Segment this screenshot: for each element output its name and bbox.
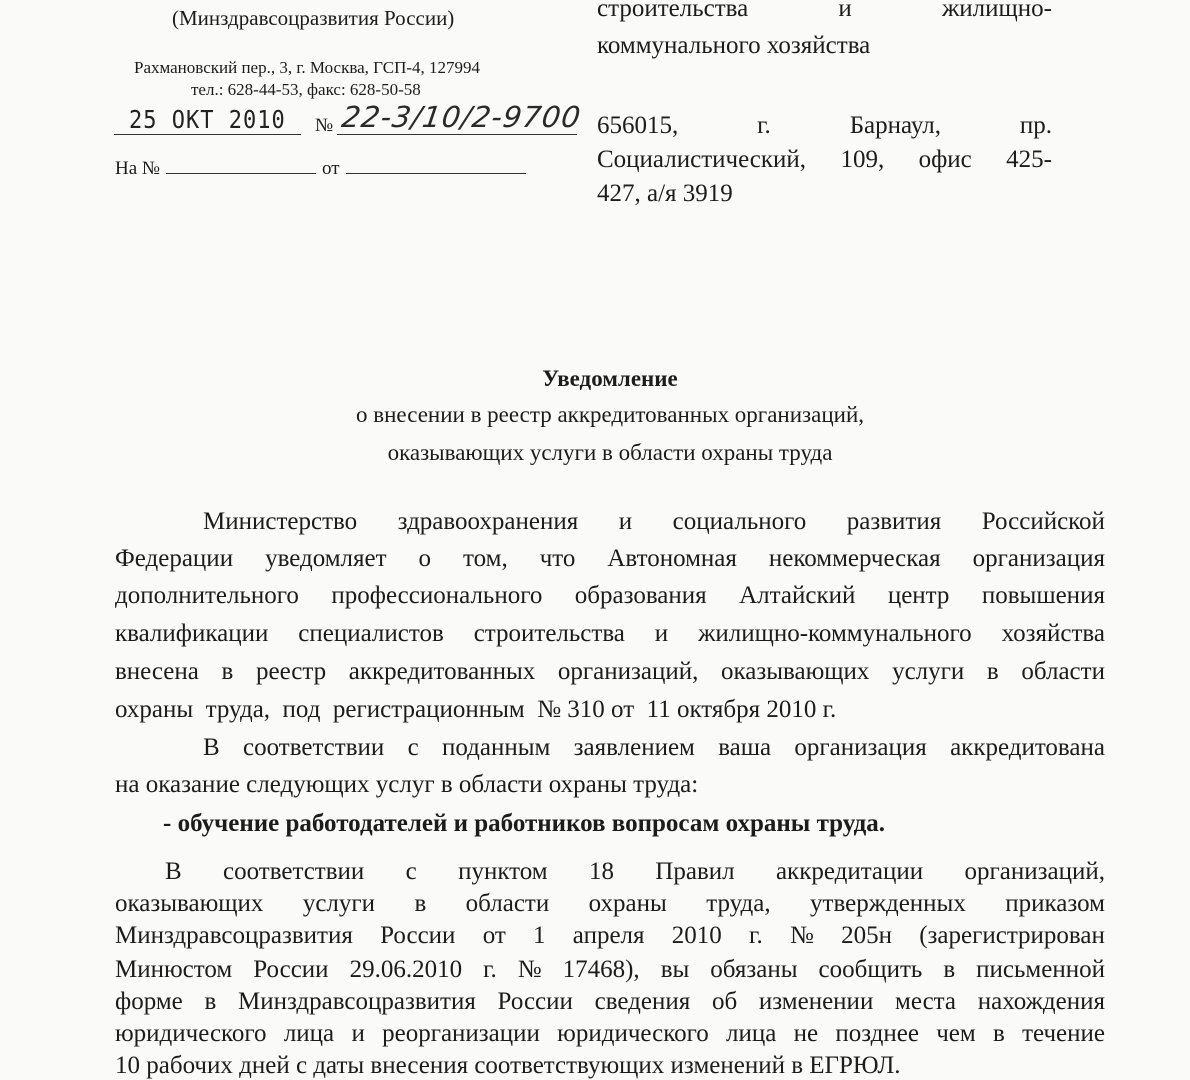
- body-word: нахождения: [977, 988, 1105, 1015]
- body-word: позднее: [835, 1020, 919, 1047]
- body-word: изменении: [758, 988, 874, 1015]
- recipient-line-1: строительства и жилищно-: [597, 0, 1052, 22]
- body-word: Автономная: [607, 545, 737, 572]
- body-word: Минздравсоцразвития: [115, 922, 353, 949]
- body-word: жилищно-коммунального: [698, 620, 972, 647]
- ref-number-blank: [166, 155, 316, 174]
- body-word: в: [943, 956, 956, 983]
- body-word: здравоохранения: [397, 508, 579, 535]
- body-word: в: [986, 658, 999, 685]
- body-word: о: [418, 545, 432, 572]
- body-word: услуги: [302, 890, 376, 917]
- body-word: 29.06.2010: [349, 956, 463, 983]
- body-word: не: [793, 1020, 819, 1047]
- body-word: Алтайский: [739, 582, 856, 609]
- body-word: организация: [794, 734, 927, 761]
- number-label: №: [315, 115, 334, 136]
- body-word: чем: [936, 1020, 976, 1047]
- sender-organization: (Минздравсоцразвития России): [172, 6, 455, 30]
- body-line: [115, 890, 1105, 918]
- body-word: письменной: [976, 956, 1105, 983]
- body-word: организаций,: [964, 858, 1105, 885]
- body-word: с: [407, 734, 419, 761]
- body-word: России: [380, 922, 456, 949]
- body-word: организаций,: [557, 658, 699, 685]
- body-word: Минздравсоцразвития: [238, 988, 476, 1015]
- body-word: что: [539, 545, 576, 572]
- body-word: оказывающих: [115, 890, 264, 917]
- body-line: [115, 988, 1105, 1016]
- body-word: в: [414, 890, 427, 917]
- body-line: [115, 658, 1105, 686]
- body-word: соответствии: [223, 858, 365, 885]
- body-word: с: [405, 858, 417, 885]
- body-word: поданным: [442, 734, 551, 761]
- body-word: хозяйства: [1001, 620, 1105, 647]
- body-word: от: [482, 922, 506, 949]
- body-word: на оказание следующих услуг в области охраны труда:: [115, 771, 699, 798]
- body-word: и: [618, 508, 633, 535]
- body-word: юридического: [557, 1020, 709, 1047]
- body-word: области: [1021, 658, 1105, 685]
- body-word: лица: [283, 1020, 335, 1047]
- body-word: области: [465, 890, 550, 917]
- body-word: заявлением: [573, 734, 695, 761]
- body-word: (зарегистрирован: [919, 922, 1105, 949]
- body-word: сведения: [594, 988, 691, 1015]
- service-item: - обучение работодателей и работников вопросам охраны труда.: [163, 810, 886, 837]
- body-word: аккредитованных: [348, 658, 536, 685]
- ref-ot-label: от: [322, 158, 340, 179]
- body-word: Правил: [655, 858, 735, 885]
- body-word: развития: [846, 508, 942, 535]
- body-word: приказом: [1005, 890, 1105, 917]
- body-word: 1: [533, 922, 546, 949]
- body-word: 17468),: [562, 956, 640, 983]
- recipient-line-2: коммунального хозяйства: [597, 32, 871, 59]
- document-subtitle-2: оказывающих услуги в области охраны труда: [387, 440, 833, 465]
- body-word: некоммерческая: [768, 545, 941, 572]
- body-line: [203, 508, 1105, 536]
- body-word: лица: [726, 1020, 777, 1047]
- body-line: [115, 696, 1105, 724]
- body-line: [115, 582, 1105, 610]
- recipient-line-5: 427, а/я 3919: [597, 180, 733, 207]
- outgoing-date: 25 ОКТ 2010: [129, 106, 286, 135]
- body-word: ваша: [718, 734, 772, 761]
- body-word: апреля: [572, 922, 645, 949]
- body-word: образования: [574, 582, 707, 609]
- body-word: Федерации: [115, 545, 234, 572]
- body-word: России: [497, 988, 573, 1015]
- body-line: [115, 922, 1105, 950]
- body-word: дополнительного: [115, 582, 299, 609]
- body-word: строительства: [473, 620, 625, 647]
- body-word: г.: [483, 956, 497, 983]
- document-title: Уведомление: [542, 366, 678, 391]
- recipient-line-3: 656015, г. Барнаул, пр.: [597, 112, 1052, 139]
- body-line: [165, 858, 1105, 886]
- document-subtitle-1: о внесении в реестр аккредитованных организаций,: [356, 402, 864, 427]
- body-line: [115, 771, 1105, 799]
- body-word: 18: [588, 858, 614, 885]
- body-word: Минюстом: [115, 956, 233, 983]
- body-word: 205н: [841, 922, 892, 949]
- body-word: 10 рабочих дней с даты внесения соответствующих изменений в ЕГРЮЛ.: [115, 1052, 901, 1079]
- body-word: г.: [749, 922, 763, 949]
- body-word: в: [221, 658, 234, 685]
- ref-date-blank: [346, 155, 526, 174]
- body-word: сообщить: [818, 956, 923, 983]
- body-word: аккредитована: [950, 734, 1105, 761]
- body-word: организация: [972, 545, 1105, 572]
- body-word: реестр: [255, 658, 327, 685]
- body-word: внесена: [115, 658, 199, 685]
- body-word: юридического: [115, 1020, 267, 1047]
- body-word: аккредитации: [775, 858, 924, 885]
- body-word: повышения: [981, 582, 1105, 609]
- body-word: №: [789, 922, 814, 949]
- sender-contacts: тел.: 628-44-53, факс: 628-50-58: [191, 80, 421, 99]
- ref-na-label: На №: [115, 158, 161, 179]
- body-word: и: [351, 1020, 365, 1047]
- body-word: №: [517, 956, 542, 983]
- body-word: уведомляет: [265, 545, 387, 572]
- body-word: форме: [115, 988, 183, 1015]
- body-word: России: [253, 956, 329, 983]
- body-word: пунктом: [458, 858, 548, 885]
- recipient-line-4: Социалистический, 109, офис 425-: [597, 146, 1052, 173]
- body-line: [115, 1052, 1105, 1080]
- body-word: услуги: [892, 658, 965, 685]
- body-line: [115, 545, 1105, 573]
- body-word: охраны труда, под регистрационным № 310 от 11 октября 2010 г.: [115, 696, 837, 723]
- body-word: В: [203, 734, 220, 761]
- body-word: центр: [887, 582, 950, 609]
- body-word: специалистов: [298, 620, 444, 647]
- body-word: профессионального: [331, 582, 543, 609]
- body-line: [203, 734, 1105, 762]
- body-word: обязаны: [710, 956, 798, 983]
- body-word: места: [895, 988, 957, 1015]
- sender-address: Рахмановский пер., 3, г. Москва, ГСП-4, 127994: [134, 58, 481, 77]
- body-word: В: [165, 858, 182, 885]
- body-word: соответствии: [243, 734, 385, 761]
- outgoing-number: 22-3/10/2-9700: [339, 100, 584, 134]
- body-word: труда,: [706, 890, 771, 917]
- body-word: утвержденных: [810, 890, 966, 917]
- body-word: вы: [660, 956, 690, 983]
- body-word: и: [654, 620, 669, 647]
- body-word: в: [992, 1020, 1005, 1047]
- body-line: [115, 1020, 1105, 1048]
- body-word: том,: [463, 545, 508, 572]
- reference-row: [115, 155, 526, 180]
- body-word: социального: [672, 508, 807, 535]
- body-word: Российской: [981, 508, 1105, 535]
- body-word: 2010: [671, 922, 722, 949]
- body-word: оказывающих: [721, 658, 870, 685]
- body-word: охраны: [588, 890, 667, 917]
- body-word: Министерство: [203, 508, 358, 535]
- body-word: квалификации: [115, 620, 269, 647]
- body-word: реорганизации: [382, 1020, 540, 1047]
- body-word: течение: [1022, 1020, 1105, 1047]
- body-line: [115, 620, 1105, 648]
- body-word: об: [711, 988, 738, 1015]
- body-word: в: [204, 988, 217, 1015]
- body-line: [115, 956, 1105, 984]
